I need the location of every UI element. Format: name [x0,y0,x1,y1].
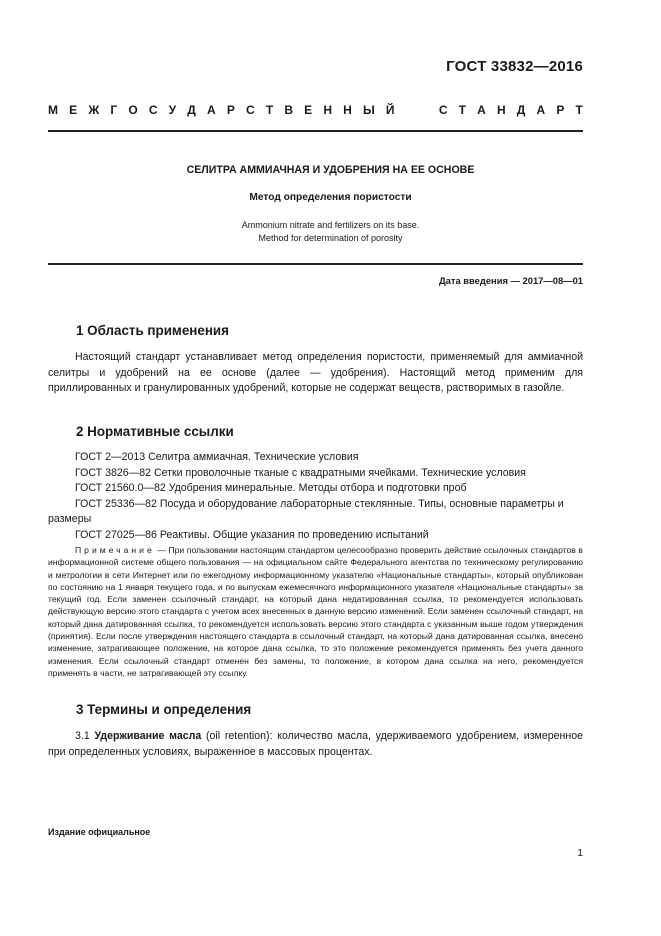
banner-letter: Е [69,103,78,117]
reference-item: ГОСТ 3826—82 Сетки проволочные тканые с квадратными ячейками. Технические условия [75,466,526,479]
official-edition-label: Издание официальное [48,827,151,837]
banner-letter: С [438,103,448,117]
banner-letter: Е [304,103,313,117]
reference-item: ГОСТ 21560.0—82 Удобрения минеральные. Методы отбора и подготовки проб [75,482,467,495]
standard-banner [48,103,583,117]
page-number: 1 [577,848,583,859]
banner-letter: Н [343,103,352,117]
banner-letter: Т [265,103,274,117]
banner-letter: С [148,103,158,117]
banner-letter: Р [556,103,565,117]
banner-letter: В [284,103,293,117]
section-1-text: Настоящий стандарт устанавливает метод определения пористости, применяемый для аммиачной селитры и удобрений на ее основе (далее — удобрения). Настоящий метод применим для приллированных и гранулированных удобрений, которые не содержат веществ, растворимых в газойле. [48,351,583,395]
banner-word-gap [406,103,428,117]
banner-letter: Р [226,103,235,117]
introduction-date: Дата введения — 2017—08—01 [438,275,583,286]
banner-letter: Ы [362,103,375,117]
banner-letter: Г [110,103,118,117]
section-1-heading: 1 Область применения [76,323,229,338]
top-rule [48,130,583,132]
banner-letter: А [477,103,486,117]
banner-letter: А [206,103,216,117]
banner-letter: Т [458,103,466,117]
banner-letter: Д [187,103,196,117]
banner-letter: У [168,103,177,117]
term-definition-text: количество масла, удерживаемого удобрением, измеренное при определенных условиях, выраженное в массовых процентах. [48,730,583,758]
document-number: ГОСТ 33832—2016 [446,58,583,75]
term-english: (oil retention): [201,730,273,742]
banner-letter: Н [496,103,506,117]
banner-letter: Н [323,103,332,117]
bottom-rule [48,263,583,265]
section-3-heading: 3 Термины и определения [76,702,252,717]
banner-letter: А [536,103,546,117]
banner-letter: Й [385,103,395,117]
english-title-line1: Ammonium nitrate and fertilizers on its base. [241,220,420,230]
term-definition [48,729,583,760]
reference-item: ГОСТ 27025—86 Реактивы. Общие указания по проведению испытаний [75,528,429,541]
reference-item: ГОСТ 2—2013 Селитра аммиачная. Технические условия [75,451,359,463]
banner-letter: Д [516,103,526,117]
banner-letter: С [245,103,255,117]
banner-letter: Т [575,103,583,117]
references-note [48,544,583,679]
document-title: СЕЛИТРА АММИАЧНАЯ И УДОБРЕНИЯ НА ЕЕ ОСНОВЕ [186,164,475,176]
english-title [0,219,661,245]
banner-letter: Ж [88,103,100,117]
banner-letter: О [128,103,138,117]
term-name: Удерживание масла [94,730,202,742]
note-text: — При пользовании настоящим стандартом целесообразно проверить действие ссылочных стандартов в информационной системе общего пользования — на официальном сайте Федерального агентства по техническому регулированию и метрологии в сети Интернет или по ежегодному информационному указателю «Национальные стандарты», который опубликован по состоянию на 1 января текущего года, и по выпускам ежемесячного информационного указателя «Национальные стандарты» за текущий год. Если заменен ссылочный стандарт, на который дана недатированная ссылка, то рекомендуется использовать действующую версию этого стандарта с учетом всех внесенных в данную версию изменений. Если заменен ссылочный стандарт, на который дана датированная ссылка, то рекомендуется использовать версию этого стандарта с указанным выше годом утверждения (принятия). Если после утверждения настоящего стандарта в ссылочный стандарт, на который дана датированная ссылка, внесено изменение, затрагивающее положение, на которое дана ссылка, то это положение рекомендуется применять без учета данного изменения. Если ссылочный стандарт отменен без замены, то положение, в котором дана ссылка на него, рекомендуется применять в части, не затрагивающей эту ссылку. [48,545,583,678]
english-title-line2: Method for determination of porosity [258,233,403,243]
normative-references-list [48,450,583,544]
note-label: Примечание [75,545,155,555]
banner-letter: М [48,103,58,117]
section-2-heading: 2 Нормативные ссылки [76,424,234,439]
reference-item: ГОСТ 25336—82 Посуда и оборудование лабораторные стеклянные. Типы, основные параметры и размеры [48,497,564,526]
term-number: 3.1 [75,730,95,742]
document-subtitle: Метод определения пористости [249,192,412,203]
